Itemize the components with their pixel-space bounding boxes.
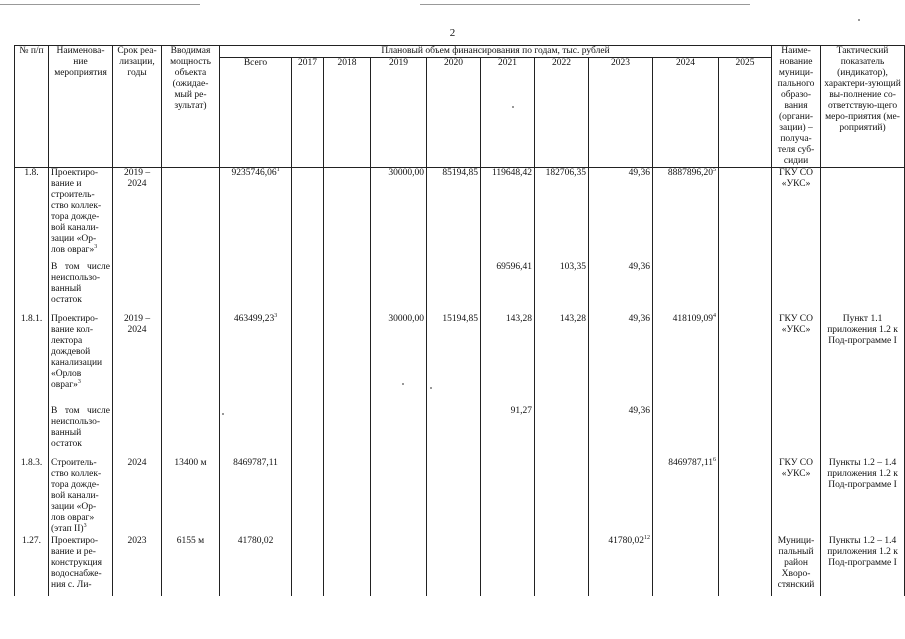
row-2025: [719, 168, 772, 259]
table-row: [15, 168, 905, 259]
row-2023: [589, 458, 653, 536]
row-2020: [427, 458, 481, 536]
header-year: 2019: [371, 58, 427, 168]
row-2020: [427, 536, 481, 596]
scan-speck: [402, 383, 404, 385]
row-2020: [427, 402, 481, 458]
row-2018: [324, 402, 371, 458]
header-year: 2018: [324, 58, 371, 168]
table-row: [15, 314, 905, 402]
row-capacity: [162, 314, 220, 402]
header-year: 2021: [481, 58, 535, 168]
row-2025: [719, 314, 772, 402]
row-num: 1.27.: [15, 536, 49, 596]
row-2018: [324, 536, 371, 596]
row-num: 1.8.3.: [15, 458, 49, 536]
row-2018: [324, 458, 371, 536]
page-number: 2: [449, 27, 456, 39]
row-2023: 49,36: [589, 402, 653, 458]
row-name: Проектиро-вание и ре-конструкция водоснабже-ния с. Ли-: [49, 536, 113, 596]
scan-speck: [430, 387, 432, 389]
row-2022: [535, 402, 589, 458]
row-name: В том числе неиспользо-ванный остаток: [49, 402, 113, 458]
row-2023: 49,36: [589, 258, 653, 314]
header-recipient: Наиме-нование муници-пального образо-вания (органи-зации) – получа-теля суб-сидии: [772, 46, 821, 168]
header-total: Всего: [220, 58, 292, 168]
header-year: 2022: [535, 58, 589, 168]
scan-speck: [222, 413, 224, 415]
row-indicator: Пункты 1.2 – 1.4 приложения 1.2 к Под-программе I: [821, 458, 905, 536]
row-2019: [371, 458, 427, 536]
row-name: Проектиро-вание кол-лектора дождевой канализации «Орлов овраг»$^3$: [49, 314, 113, 402]
row-2017: [292, 458, 324, 536]
header-term: Срок реа-лизации, годы: [113, 46, 162, 168]
row-2024: [653, 402, 719, 458]
row-2021: 91,27: [481, 402, 535, 458]
row-recipient: ГКУ СО «УКС»: [772, 458, 821, 536]
header-year: 2017: [292, 58, 324, 168]
scan-speck: [512, 106, 514, 108]
row-capacity: [162, 168, 220, 259]
row-term: 2019 – 2024: [113, 168, 162, 259]
row-2018: [324, 258, 371, 314]
row-2025: [719, 402, 772, 458]
row-indicator: [821, 168, 905, 259]
row-2023: 49,36: [589, 168, 653, 259]
row-2024: 8469787,11$^6$: [653, 458, 719, 536]
row-2025: [719, 536, 772, 596]
row-2021: 119648,42: [481, 168, 535, 259]
row-2021: [481, 458, 535, 536]
row-capacity: [162, 258, 220, 314]
row-2017: [292, 402, 324, 458]
row-term: [113, 402, 162, 458]
row-2022: 143,28: [535, 314, 589, 402]
financing-table: [14, 45, 905, 596]
row-2025: [719, 258, 772, 314]
row-2017: [292, 314, 324, 402]
row-recipient: [772, 258, 821, 314]
top-rule-left: [0, 4, 200, 5]
row-capacity: 13400 м: [162, 458, 220, 536]
row-term: 2024: [113, 458, 162, 536]
row-indicator: [821, 402, 905, 458]
table-row: [15, 458, 905, 536]
row-term: [113, 258, 162, 314]
row-num: [15, 402, 49, 458]
row-2018: [324, 168, 371, 259]
header-year: 2024: [653, 58, 719, 168]
row-2022: 103,35: [535, 258, 589, 314]
row-name: Проектиро-вание и строитель-ство коллек-тора дожде-вой канали-зации «Ор-лов овраг»$^3$: [49, 168, 113, 259]
row-2019: 30000,00: [371, 314, 427, 402]
row-2019: [371, 402, 427, 458]
row-2017: [292, 536, 324, 596]
top-rule-right: [420, 4, 750, 5]
row-total: [220, 402, 292, 458]
row-total: 8469787,11: [220, 458, 292, 536]
row-2018: [324, 314, 371, 402]
header-indicator: Тактический показатель (индикатор), характери-зующий вы-полнение со-ответствую-щего меро-приятия (ме-роприятий): [821, 46, 905, 168]
row-recipient: [772, 402, 821, 458]
row-num: 1.8.: [15, 168, 49, 259]
header-financing: Плановый объем финансирования по годам, тыс. рублей: [220, 46, 772, 58]
row-2019: [371, 536, 427, 596]
row-2023: 49,36: [589, 314, 653, 402]
row-2020: 85194,85: [427, 168, 481, 259]
row-2021: 69596,41: [481, 258, 535, 314]
row-2023: 41780,02$^{12}$: [589, 536, 653, 596]
row-recipient: Муници-пальный район Хворо-стянский: [772, 536, 821, 596]
row-2019: [371, 258, 427, 314]
row-indicator: Пункт 1.1 приложения 1.2 к Под-программе I: [821, 314, 905, 402]
row-total: 463499,23$^3$: [220, 314, 292, 402]
row-recipient: ГКУ СО «УКС»: [772, 168, 821, 259]
header-row-1: [15, 46, 905, 58]
header-year: 2025: [719, 58, 772, 168]
row-2024: [653, 258, 719, 314]
row-2024: [653, 536, 719, 596]
row-2020: 15194,85: [427, 314, 481, 402]
row-indicator: Пункты 1.2 – 1.4 приложения 1.2 к Под-программе I: [821, 536, 905, 596]
row-2021: [481, 536, 535, 596]
header-year: 2020: [427, 58, 481, 168]
row-num: [15, 258, 49, 314]
row-2017: [292, 168, 324, 259]
row-name: Строитель-ство коллек-тора дожде-вой канали-зации «Ор-лов овраг» (этап II)$^3$: [49, 458, 113, 536]
row-term: 2023: [113, 536, 162, 596]
row-capacity: [162, 402, 220, 458]
header-year: 2023: [589, 58, 653, 168]
row-recipient: ГКУ СО «УКС»: [772, 314, 821, 402]
header-num: № п/п: [15, 46, 49, 168]
row-2022: [535, 536, 589, 596]
row-indicator: [821, 258, 905, 314]
scan-speck: [858, 19, 860, 21]
row-2022: 182706,35: [535, 168, 589, 259]
row-2022: [535, 458, 589, 536]
row-num: 1.8.1.: [15, 314, 49, 402]
row-2025: [719, 458, 772, 536]
row-2020: [427, 258, 481, 314]
row-total: [220, 258, 292, 314]
row-total: 41780,02: [220, 536, 292, 596]
row-2024: 8887896,20$^5$: [653, 168, 719, 259]
header-name: Наименова-ние мероприятия: [49, 46, 113, 168]
row-2021: 143,28: [481, 314, 535, 402]
row-2017: [292, 258, 324, 314]
table-row: [15, 258, 905, 314]
row-term: 2019 – 2024: [113, 314, 162, 402]
row-total: 9235746,06$^1$: [220, 168, 292, 259]
table-row: [15, 402, 905, 458]
row-capacity: 6155 м: [162, 536, 220, 596]
header-capacity: Вводимая мощность объекта (ожидае-мый ре-зультат): [162, 46, 220, 168]
row-2019: 30000,00: [371, 168, 427, 259]
row-2024: 418109,09$^4$: [653, 314, 719, 402]
table-row: [15, 536, 905, 596]
row-name: В том числе неиспользо-ванный остаток: [49, 258, 113, 314]
